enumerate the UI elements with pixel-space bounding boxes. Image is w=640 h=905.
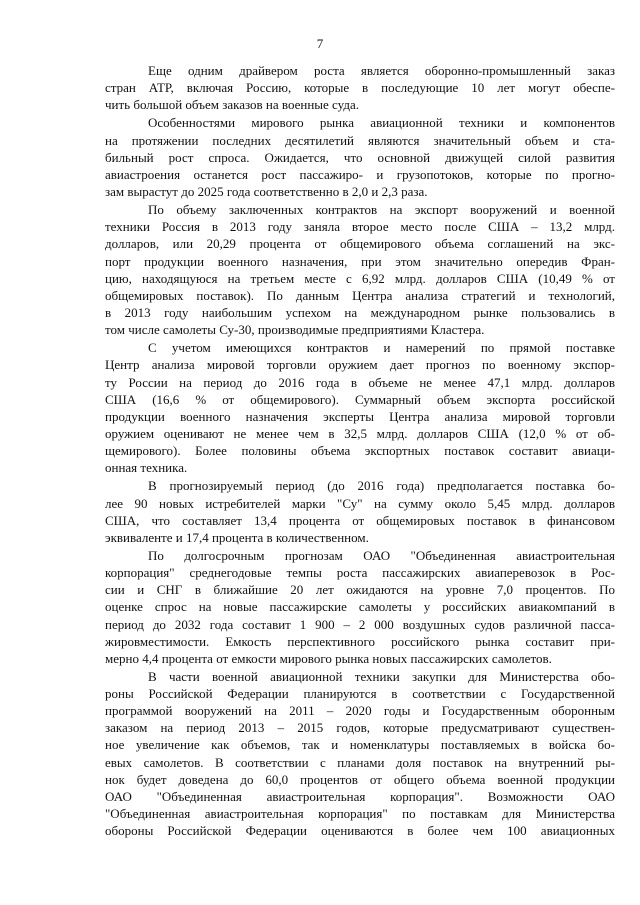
paragraph-line: "Объединенная авиастроительная корпорация" по поставкам для Министерства bbox=[105, 806, 615, 822]
paragraph-line: на протяжении последних десятилетий являются значительный объем и ста- bbox=[105, 132, 615, 148]
paragraph-line: стран АТР, включая Россию, которые в последующие 10 лет могут обеспе- bbox=[105, 80, 615, 96]
paragraph-line: долларов, или 20,29 процента от общемирового объема соглашений на экс- bbox=[105, 236, 615, 252]
paragraph-line: обороны Российской Федерации оцениваются в более чем 100 авиационных bbox=[105, 823, 615, 839]
paragraph-line: По долгосрочным прогнозам ОАО "Объединенная авиастроительная bbox=[148, 547, 615, 563]
paragraph-line: С учетом имеющихся контрактов и намерений по прямой поставке bbox=[148, 340, 615, 356]
paragraph-line: щемирового). Более половины объема экспортных поставок составит авиаци- bbox=[105, 443, 615, 459]
paragraph-line: чить большой объем заказов на военные суда. bbox=[105, 97, 359, 113]
paragraph-line: период до 2032 года составит 1 900 – 2 000 воздушных судов различной пасса- bbox=[105, 616, 615, 632]
paragraph-line: евых самолетов. В соответствии с планами доля поставок на внутренний ры- bbox=[105, 754, 615, 770]
paragraph bbox=[105, 668, 615, 839]
paragraph-line: роны Российской Федерации планируются в соответствии с Государственной bbox=[105, 686, 615, 702]
paragraph-line: США (16,6 % от общемирового). Суммарный объем экспорта российской bbox=[105, 391, 615, 407]
paragraph-line: в 2013 году наибольшим успехом на международном рынке пользовались в bbox=[105, 304, 615, 320]
paragraph-line: продукции военного назначения эксперты Центра анализа мировой торговли bbox=[105, 408, 615, 424]
paragraph-line: цию, находящуюся на третьем месте с 6,92 млрд. долларов США (10,49 % от bbox=[105, 270, 615, 286]
paragraph-line: эквиваленте и 17,4 процента в количественном. bbox=[105, 529, 369, 545]
paragraph-line: Особенностями мирового рынка авиационной техники и компонентов bbox=[148, 115, 615, 131]
document-body bbox=[105, 62, 615, 839]
paragraph-line: оценке спрос на новые пассажирские самолеты у российских авиакомпаний в bbox=[105, 599, 615, 615]
paragraph-line: лее 90 новых истребителей марки "Су" на сумму около 5,45 млрд. долларов bbox=[105, 495, 615, 511]
paragraph bbox=[105, 62, 615, 113]
paragraph-line: нок будет доведена до 60,0 процентов от общего объема военной продукции bbox=[105, 771, 615, 787]
paragraph-line: онная техника. bbox=[105, 460, 188, 476]
paragraph-line: сии и СНГ в ближайшие 20 лет ожидаются на уровне 7,0 процентов. По bbox=[105, 582, 615, 598]
paragraph-line: зам вырастут до 2025 года соответственно в 2,0 и 2,3 раза. bbox=[105, 183, 428, 199]
paragraph-line: порт продукции военного назначения, при этом значительно опередив Фран- bbox=[105, 253, 615, 269]
paragraph-line: авиастроения останется рост пассажиро- и грузопотоков, которые по прогно- bbox=[105, 166, 615, 182]
paragraph-line: общемировых поставок). По данным Центра анализа стратегий и технологий, bbox=[105, 287, 615, 303]
paragraph-line: Центр анализа мировой торговли оружием дает прогноз по военному экспор- bbox=[105, 357, 615, 373]
paragraph-line: жировместимости. Емкость перспективного российского рынка составит при- bbox=[105, 633, 615, 649]
paragraph-line: мерно 4,4 процента от емкости мирового рынка новых пассажирских самолетов. bbox=[105, 650, 552, 666]
paragraph bbox=[105, 201, 615, 338]
paragraph bbox=[105, 547, 615, 667]
paragraph-line: техники Россия в 2013 году заняла второе место после США – 13,2 млрд. bbox=[105, 219, 615, 235]
paragraph-line: бильный рост спроса. Ожидается, что основной движущей силой развития bbox=[105, 149, 615, 165]
paragraph-line: Еще одним драйвером роста является оборонно-промышленный заказ bbox=[148, 63, 615, 78]
paragraph-line: программой вооружений на 2011 – 2020 годы и Государственным оборонным bbox=[105, 703, 615, 719]
paragraph-line: США, что составляет 13,4 процента от общемировых поставок в финансовом bbox=[105, 512, 615, 528]
paragraph-line: По объему заключенных контрактов на экспорт вооружений и военной bbox=[148, 202, 615, 218]
page-number: 7 bbox=[316, 36, 324, 51]
paragraph bbox=[105, 339, 615, 476]
paragraph-line: ОАО "Объединенная авиастроительная корпорация". Возможности ОАО bbox=[105, 788, 615, 804]
paragraph-line: ное увеличение как объемов, так и номенклатуры поставляемых в войска бо- bbox=[105, 737, 615, 753]
paragraph-line: корпорация" среднегодовые темпы роста пассажирских авиаперевозок в Рос- bbox=[105, 565, 615, 581]
paragraph-line: В части военной авиационной техники закупки для Министерства обо- bbox=[148, 668, 615, 684]
paragraph-line: том числе самолеты Су-30, производимые предприятиями Кластера. bbox=[105, 322, 485, 338]
paragraph bbox=[105, 114, 615, 200]
paragraph bbox=[105, 477, 615, 546]
paragraph-line: ту России на период до 2016 года в объеме не менее 47,1 млрд. долларов bbox=[105, 374, 615, 390]
paragraph-line: заказом на период 2013 – 2015 годов, которые предусматривают существен- bbox=[105, 720, 615, 736]
paragraph-line: оружием оценивают не менее чем в 32,5 млрд. долларов США (12,0 % от об- bbox=[105, 425, 615, 441]
paragraph-line: В прогнозируемый период (до 2016 года) предполагается поставка бо- bbox=[148, 478, 615, 494]
